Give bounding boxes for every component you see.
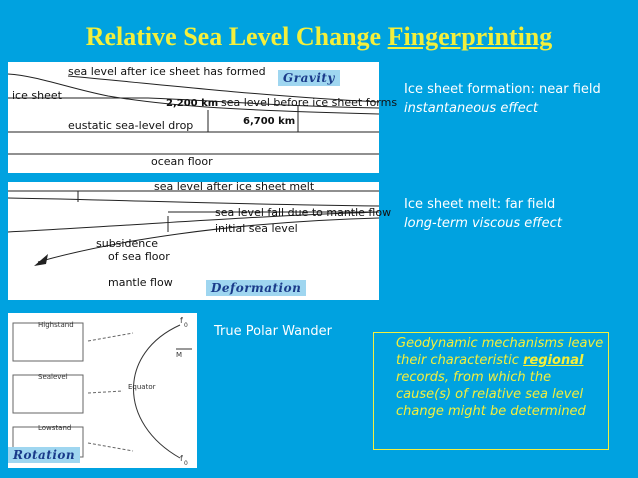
deformation-tag: Deformation bbox=[206, 280, 306, 296]
rotation-svg bbox=[8, 313, 197, 468]
deformation-diagram bbox=[8, 180, 392, 300]
mantle-curve bbox=[38, 218, 379, 262]
label-after-formed: sea level after ice sheet has formed bbox=[68, 65, 266, 78]
formation-line1: Ice sheet formation: near field bbox=[404, 82, 601, 97]
label-fall: sea level fall due to mantle flow bbox=[215, 206, 392, 219]
label-6700: 6,700 km bbox=[243, 116, 296, 127]
label-ocean-floor: ocean floor bbox=[151, 155, 213, 168]
mantle-arrowhead bbox=[34, 254, 48, 266]
label-sea-floor: of sea floor bbox=[108, 250, 170, 263]
label-eustatic: eustatic sea-level drop bbox=[68, 119, 194, 132]
title-link[interactable]: Fingerprinting bbox=[387, 22, 553, 51]
label-m: M bbox=[176, 351, 183, 359]
conclusion-part2: records, from which the cause(s) of relative sea level change might be determined bbox=[396, 370, 586, 419]
label-after-melt: sea level after ice sheet melt bbox=[154, 180, 315, 193]
link-low bbox=[88, 443, 133, 451]
label-f-top: f bbox=[180, 316, 183, 325]
rotation-tag: Rotation bbox=[8, 447, 80, 463]
label-f-bot-sub: 0 bbox=[184, 460, 188, 467]
label-equator: Equator bbox=[128, 383, 156, 391]
label-f-top-sub: 0 bbox=[184, 322, 188, 329]
label-mantle-flow: mantle flow bbox=[108, 276, 173, 289]
formation-line2: instantaneous effect bbox=[404, 101, 538, 116]
rotation-diagram bbox=[8, 313, 197, 468]
conclusion-box bbox=[373, 332, 609, 450]
label-2200: 2,200 km bbox=[166, 98, 219, 109]
label-initial: initial sea level bbox=[215, 222, 298, 235]
label-highstand: Highstand bbox=[38, 321, 74, 329]
melt-line2: long-term viscous effect bbox=[404, 216, 562, 231]
tpw-label: True Polar Wander bbox=[214, 324, 332, 339]
label-lowstand: Lowstand bbox=[38, 424, 72, 432]
label-ice-sheet: ice sheet bbox=[12, 89, 62, 102]
label-sealevel: Sealevel bbox=[38, 373, 68, 381]
gravity-diagram bbox=[8, 62, 398, 173]
fall-line bbox=[8, 198, 379, 206]
melt-line1: Ice sheet melt: far field bbox=[404, 197, 556, 212]
deformation-svg bbox=[8, 180, 392, 300]
slide-title bbox=[0, 22, 638, 52]
label-before-forms: sea level before ice sheet forms bbox=[221, 96, 398, 109]
title-text: Relative Sea Level Change bbox=[85, 22, 382, 51]
conclusion-part1: Geodynamic mechanisms leave their characteristic bbox=[396, 336, 604, 368]
label-subsidence: subsidence bbox=[96, 237, 159, 250]
label-f-bot: f bbox=[180, 454, 183, 463]
tpw-arc bbox=[134, 325, 181, 458]
formation-text bbox=[404, 80, 601, 118]
link-high bbox=[88, 333, 133, 341]
conclusion-emphasis: regional bbox=[523, 353, 584, 368]
link-sea bbox=[88, 391, 123, 393]
melt-text bbox=[404, 195, 562, 233]
gravity-tag: Gravity bbox=[278, 70, 340, 86]
